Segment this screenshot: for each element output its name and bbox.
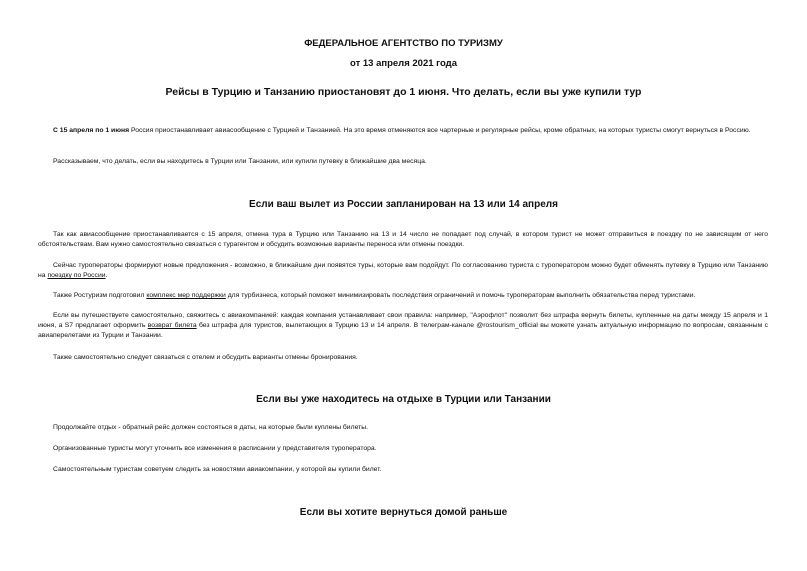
section1-p4-text: Если вы путешествуете самостоятельно, свяжитесь с авиакомпанией: каждая компания устанавливает свои правила: например, "Аэрофлот" позволит без штрафа вернуть билеты, купленные на даты между 15 апреля и 1 июня, а S7 предлагает оформить bbox=[38, 312, 768, 329]
document-date: от 13 апреля 2021 года bbox=[350, 58, 457, 69]
intro-text: Россия приостанавливает авиасообщение с Турцией и Танзанией. На это время отменяются все чартерные и регулярные рейсы, кроме обратных, на которых туристы смогут вернуться в Россию. bbox=[129, 127, 751, 134]
intro-paragraph-2: Рассказываем, что делать, если вы находитесь в Турции или Танзании, или купили путевку в ближайшие два месяца. bbox=[53, 158, 427, 165]
section1-paragraph-3 bbox=[38, 291, 768, 301]
section1-p3-text: Также Ростуризм подготовил bbox=[53, 292, 147, 299]
section1-p2-text: Сейчас туроператоры формируют новые предложения - возможно, в ближайшие дни появятся туры, которые вам подойдут. По согласованию туриста с туроператором можно будет обменять путевку в Турцию или Танзанию на bbox=[38, 262, 768, 279]
section1-paragraph-5: Также самостоятельно следует связаться с отелем и обсудить варианты отмены бронирования. bbox=[53, 354, 358, 361]
section1-paragraph-1: Так как авиасообщение приостанавливается с 15 апреля, отмена тура в Турцию или Танзанию на 13 и 14 число не попадает под случай, в котором турист не может отправиться в поездку по не зависящим от него обстоятельствам. Вам нужно самостоятельно связаться с турагентом и обсудить возможные варианты переноса или отмены поездки. bbox=[38, 231, 768, 248]
section1-p3-end: для турбизнеса, который поможет минимизировать последствия ограничений и помочь туроператорам выполнить обязательства перед туристами. bbox=[225, 292, 696, 299]
section2-paragraph-1: Продолжайте отдых - обратный рейс должен состояться в даты, на которые были куплены билеты. bbox=[53, 424, 369, 431]
support-measures-link[interactable]: комплекс мер поддержки bbox=[146, 292, 226, 299]
section1-paragraph-4 bbox=[38, 311, 768, 341]
section1-paragraph-2 bbox=[38, 261, 768, 281]
agency-name: ФЕДЕРАЛЬНОЕ АГЕНТСТВО ПО ТУРИЗМУ bbox=[304, 38, 503, 49]
section2-paragraph-3: Самостоятельным туристам советуем следить за новостями авиакомпании, у которой вы купили билет. bbox=[53, 466, 382, 473]
section1-p2-end: . bbox=[105, 272, 108, 279]
section-heading-departure: Если ваш вылет из России запланирован на 13 или 14 апреля bbox=[249, 199, 558, 210]
document-title: Рейсы в Турцию и Танзанию приостановят до 1 июня. Что делать, если вы уже купили тур bbox=[165, 86, 642, 98]
section-heading-return-early: Если вы хотите вернуться домой раньше bbox=[299, 507, 508, 518]
intro-paragraph-1 bbox=[38, 126, 768, 136]
russia-trip-link[interactable]: поездку по России bbox=[47, 272, 106, 279]
section2-paragraph-2: Организованные туристы могут уточнить все изменения в расписании у представителя туроператора. bbox=[53, 445, 377, 452]
intro-period: С 15 апреля по 1 июня bbox=[53, 127, 130, 134]
ticket-refund-link[interactable]: возврат билета bbox=[147, 322, 197, 329]
section1-p4-end: без штрафа для туристов, вылетающих в Турцию 13 и 14 апреля. В телеграм-канале @rostourism_official вы можете узнать актуальную информацию по вопросам, связанным с авиаперелетами из Турции и Танзании. bbox=[38, 322, 768, 339]
section-heading-on-vacation: Если вы уже находитесь на отдыхе в Турции или Танзании bbox=[256, 394, 551, 405]
